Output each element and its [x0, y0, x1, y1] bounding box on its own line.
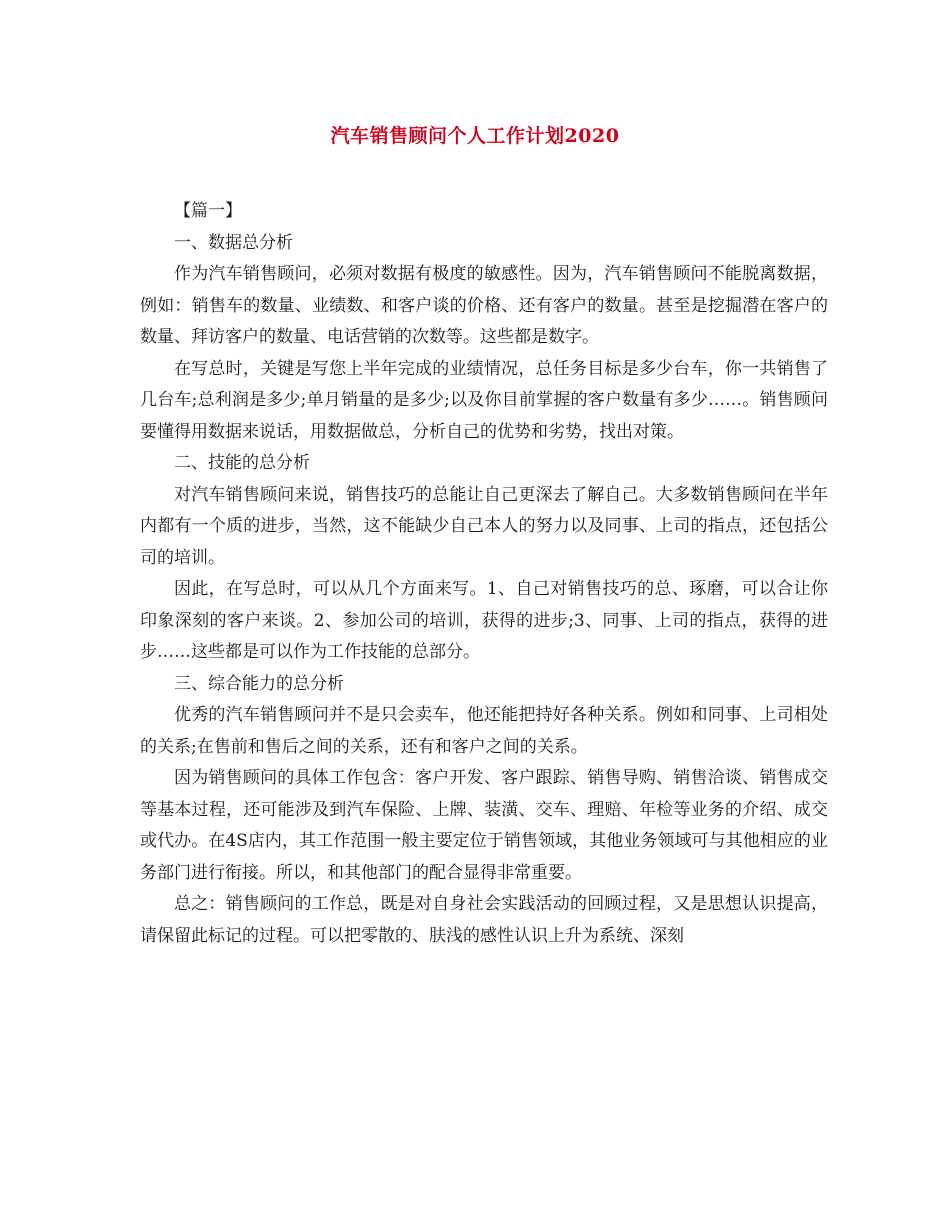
paragraph: 优秀的汽车销售顾问并不是只会卖车，他还能把持好各种关系。例如和同事、上司相处的关系;在售前和售后之间的关系，还有和客户之间的关系。: [140, 705, 828, 757]
paragraph: 因为销售顾问的具体工作包含：客户开发、客户跟踪、销售导购、销售洽谈、销售成交等基本过程，还可能涉及到汽车保险、上牌、装潢、交车、理赔、年检等业务的介绍、成交或代办。在4S店内，其工作范围一般主要定位于销售领域，其他业务领域可与其他相应的业务部门进行衔接。所以，和其他部门的配合显得非常重要。: [140, 768, 828, 883]
section-heading-data-analysis: 一、数据总分析: [174, 232, 293, 253]
paragraph: 总之：销售顾问的工作总，既是对自身社会实践活动的回顾过程，又是思想认识提高，请保留此标记的过程。可以把零散的、肤浅的感性认识上升为系统、深刻: [140, 894, 828, 946]
section-heading-skills-analysis: 二、技能的总分析: [174, 453, 310, 473]
paragraph: 作为汽车销售顾问，必须对数据有极度的敏感性。因为，汽车销售顾问不能脱离数据，例如：销售车的数量、业绩数、和客户谈的价格、还有客户的数量。甚至是挖掘潜在客户的数量、拜访客户的数量、电话营销的次数等。这些都是数字。: [140, 264, 828, 347]
section-marker: 【篇一】: [174, 201, 242, 221]
document-body: [140, 196, 828, 952]
paragraph: 因此，在写总时，可以从几个方面来写。1、自己对销售技巧的总、琢磨，可以合让你印象深刻的客户来谈。2、参加公司的培训，获得的进步;3、同事、上司的指点，获得的进步……这些都是可以作为工作技能的总部分。: [140, 579, 828, 662]
document-title: 汽车销售顾问个人工作计划2020: [330, 125, 620, 147]
section-heading-overall-ability: 三、综合能力的总分析: [174, 673, 344, 694]
paragraph: 在写总时，关键是写您上半年完成的业绩情况，总任务目标是多少台车，你一共销售了几台车;总利润是多少;单月销量的是多少;以及你目前掌握的客户数量有多少……。销售顾问要懂得用数据来说话，用数据做总，分析自己的优势和劣势，找出对策。: [140, 358, 828, 442]
paragraph: 对汽车销售顾问来说，销售技巧的总能让自己更深去了解自己。大多数销售顾问在半年内都有一个质的进步，当然，这不能缺少自己本人的努力以及同事、上司的指点，还包括公司的培训。: [140, 484, 828, 568]
